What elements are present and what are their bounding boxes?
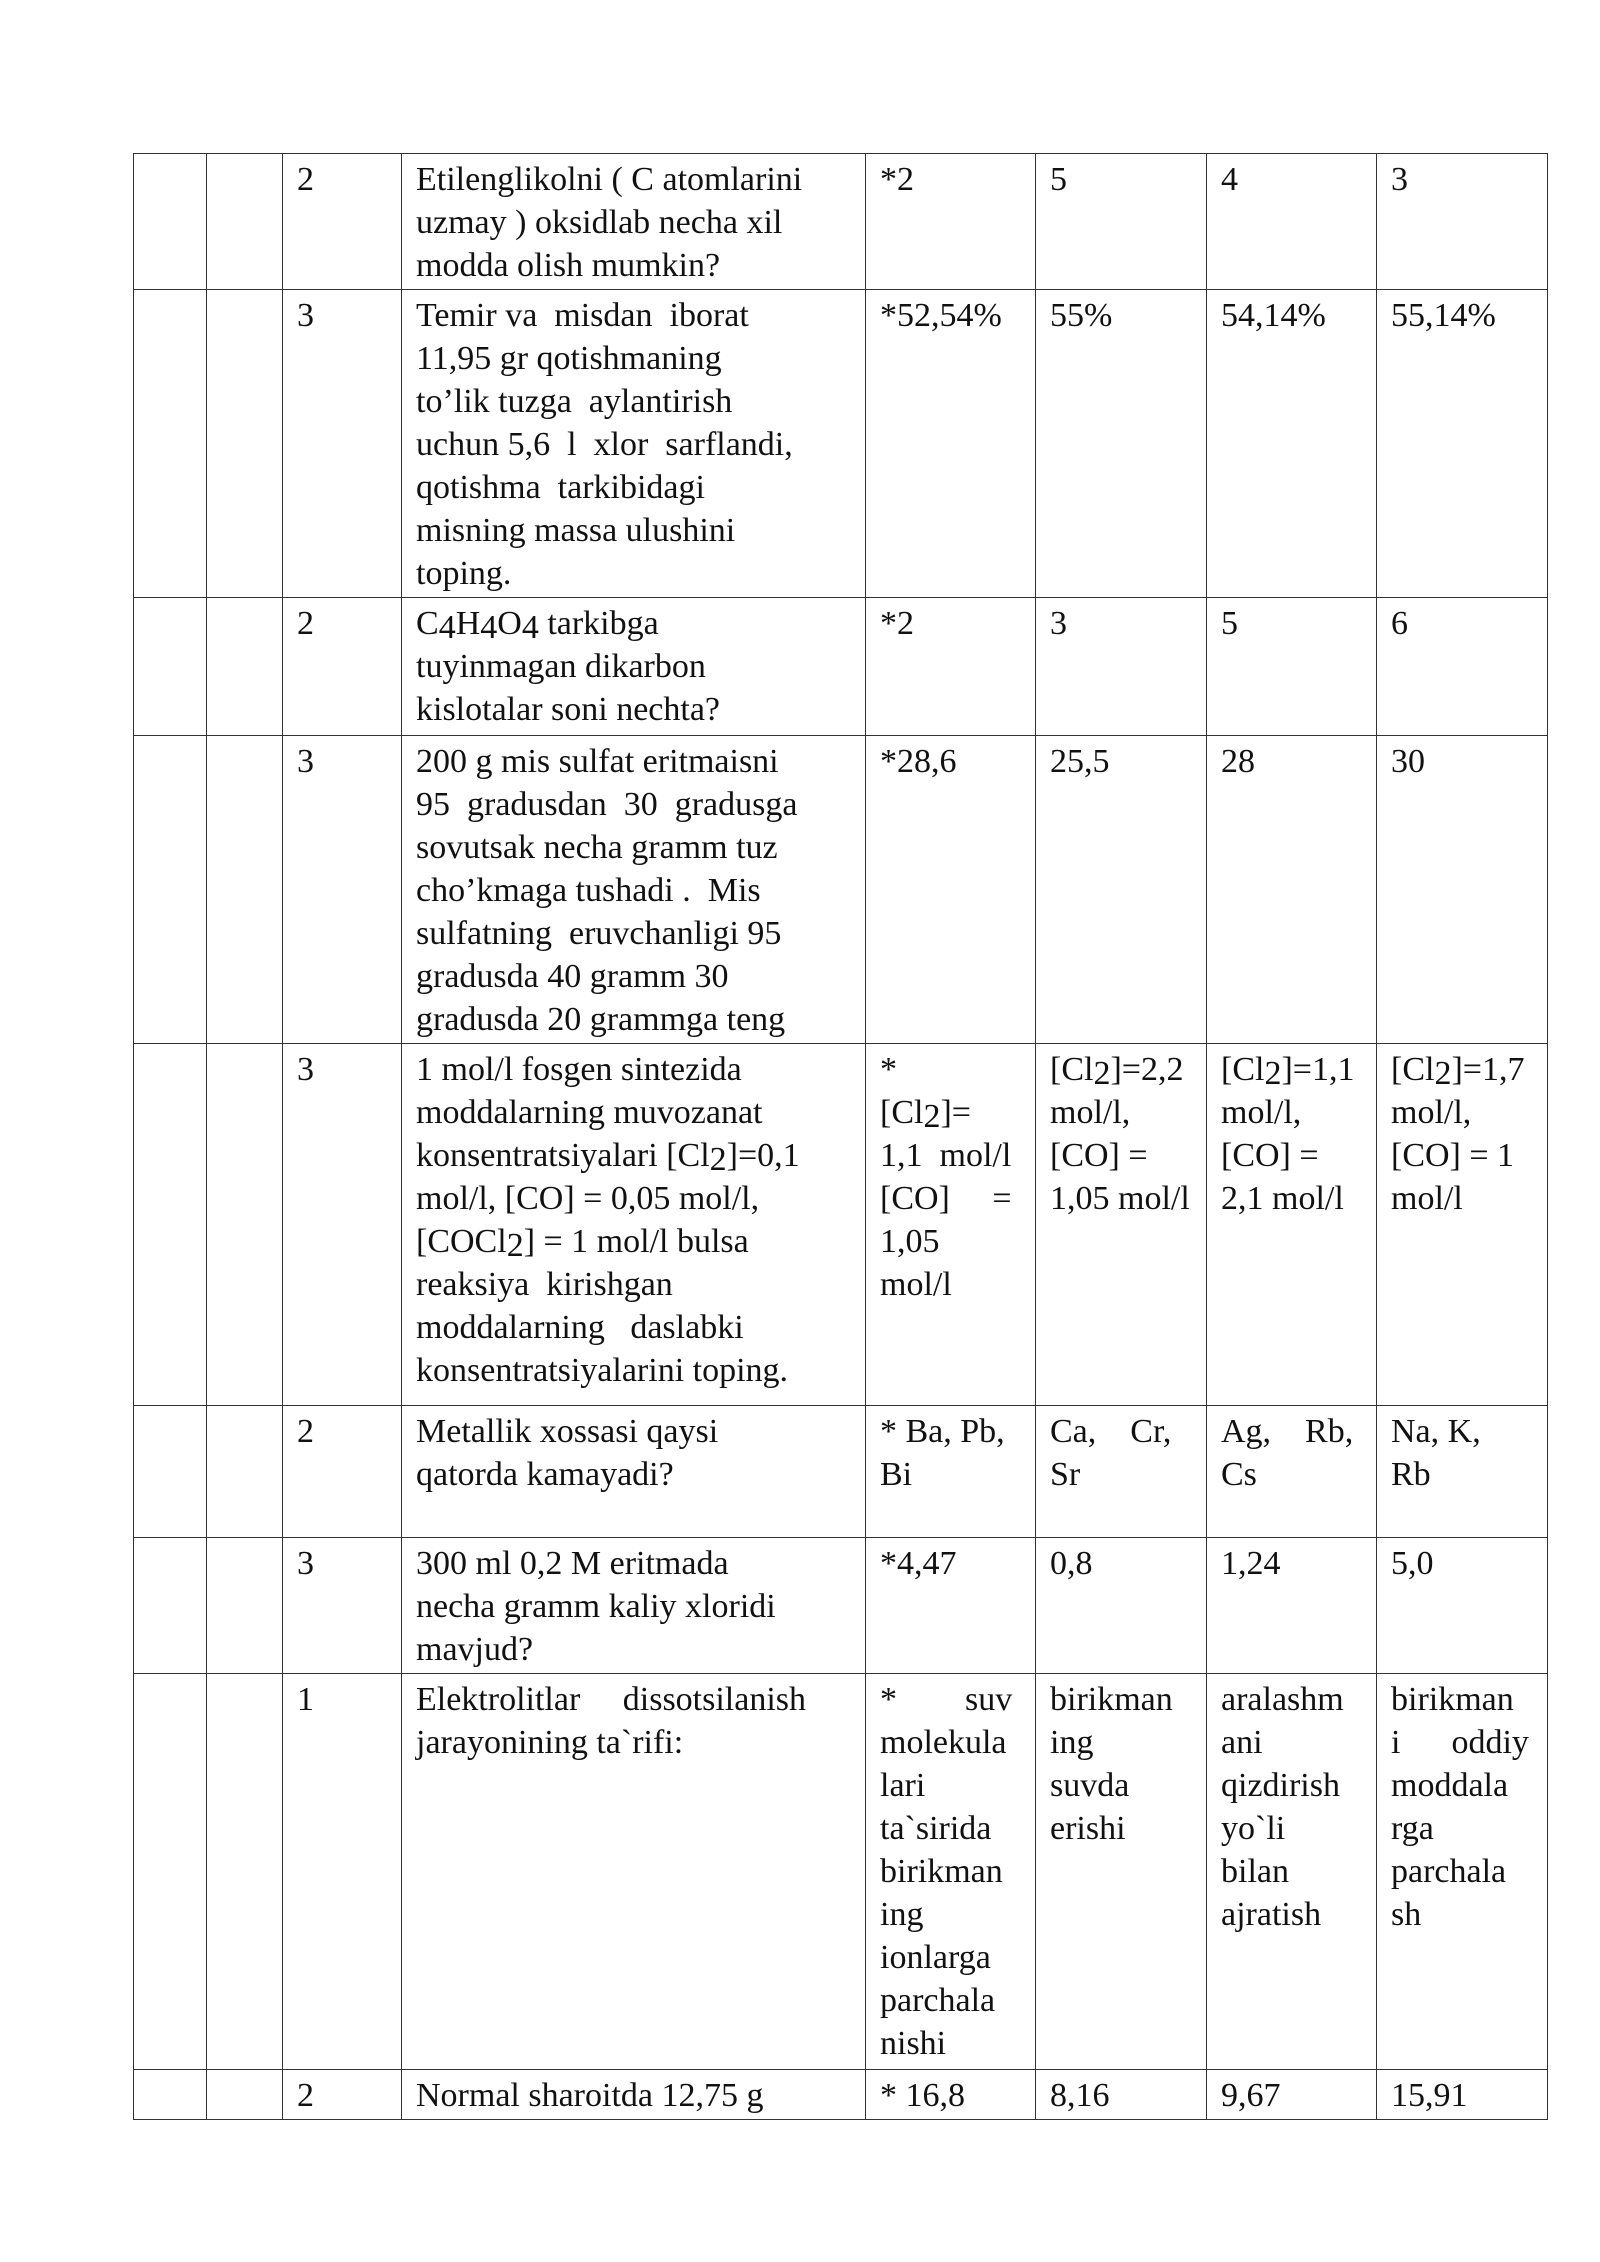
answer-option-line: [CO] = 1: [1391, 1137, 1515, 1174]
question-line: qatorda kamayadi?: [416, 1456, 674, 1493]
answer-option-line: Na, K,: [1391, 1413, 1481, 1450]
difficulty-level-cell: [283, 154, 402, 290]
answer-option-cell: [1036, 1044, 1207, 1406]
correct-answer-line: mol/l: [880, 1266, 952, 1303]
question-line: Elektrolitlar dissotsilanish: [416, 1681, 807, 1718]
difficulty-level-cell: [283, 290, 402, 598]
question-line: uchun 5,6 l xlor sarflandi,: [416, 426, 793, 463]
answer-option-line: 28: [1221, 743, 1255, 780]
difficulty-level-cell: [283, 1674, 402, 2070]
table-row: [134, 736, 1548, 1044]
answer-option-line: 5: [1221, 605, 1238, 642]
answer-option-line: Sr: [1050, 1456, 1081, 1493]
answer-option-line: 55%: [1050, 297, 1113, 334]
answer-option-line: yo`li: [1221, 1810, 1286, 1847]
correct-answer-line: [CO] =: [880, 1180, 1012, 1217]
answer-option-line: 15,91: [1391, 2077, 1468, 2114]
table-row: [134, 1044, 1548, 1406]
answer-option-cell: [1207, 1538, 1377, 1674]
answer-option-cell: [1377, 598, 1548, 736]
difficulty-level-cell: [283, 1044, 402, 1406]
empty-cell-code: [207, 598, 283, 736]
answer-option-line: mol/l: [1391, 1180, 1463, 1217]
correct-answer-line: ing: [880, 1896, 924, 1933]
answer-option-line: [CO] =: [1221, 1137, 1319, 1174]
question-line: 11,95 gr qotishmaning: [416, 340, 722, 377]
question-line: misning massa ulushini: [416, 512, 736, 549]
answer-option-line: 9,67: [1221, 2077, 1281, 2114]
answer-option-line: Ag, Rb,: [1221, 1413, 1354, 1450]
question-line: cho’kmaga tushadi . Mis: [416, 872, 761, 909]
correct-answer-line: *4,47: [880, 1545, 957, 1582]
table-row: [134, 154, 1548, 290]
difficulty-level: 2: [297, 605, 314, 642]
empty-cell-number: [134, 2070, 207, 2120]
answer-option-line: 4: [1221, 161, 1238, 198]
answer-correct-cell: [866, 1538, 1036, 1674]
question-line: moddalarning daslabki: [416, 1309, 744, 1346]
question-line: 95 gradusdan 30 gradusga: [416, 786, 798, 823]
empty-cell-code: [207, 154, 283, 290]
answer-option-cell: [1207, 1044, 1377, 1406]
answer-option-line: 2,1 mol/l: [1221, 1180, 1344, 1217]
difficulty-level: 3: [297, 297, 314, 334]
difficulty-level: 3: [297, 1051, 314, 1088]
answer-option-cell: [1377, 290, 1548, 598]
answer-option-cell: [1377, 2070, 1548, 2120]
answer-option-cell: [1207, 736, 1377, 1044]
answer-correct-cell: [866, 736, 1036, 1044]
difficulty-level-cell: [283, 598, 402, 736]
question-line: sovutsak necha gramm tuz: [416, 829, 778, 866]
answer-option-cell: [1207, 1674, 1377, 2070]
answer-option-cell: [1377, 1538, 1548, 1674]
difficulty-level: 3: [297, 743, 314, 780]
question-line: konsentratsiyalari $[Cl_2]=0,1$: [416, 1137, 800, 1179]
answer-option-line: bilan: [1221, 1853, 1289, 1890]
question-line: gradusda 40 gramm 30: [416, 958, 729, 995]
correct-answer-line: * Ba, Pb,: [880, 1413, 1005, 1450]
answer-option-line: 25,5: [1050, 743, 1110, 780]
question-line: 200 g mis sulfat eritmaisni: [416, 743, 779, 780]
correct-answer-line: 1,1 mol/l: [880, 1137, 1012, 1174]
empty-cell-number: [134, 290, 207, 598]
empty-cell-code: [207, 1044, 283, 1406]
answer-option-cell: [1207, 1406, 1377, 1538]
correct-answer-line: ionlarga: [880, 1939, 991, 1976]
correct-answer-line: 1,05: [880, 1223, 940, 1260]
table-row: [134, 1406, 1548, 1538]
answer-correct-cell: [866, 2070, 1036, 2120]
answer-correct-cell: [866, 1044, 1036, 1406]
difficulty-level: 3: [297, 1545, 314, 1582]
answer-correct-cell: [866, 598, 1036, 736]
correct-answer-line: $[Cl_2]=$: [880, 1094, 971, 1136]
empty-cell-number: [134, 598, 207, 736]
answer-option-cell: [1036, 1674, 1207, 2070]
answer-option-line: parchala: [1391, 1853, 1507, 1890]
empty-cell-code: [207, 1674, 283, 2070]
difficulty-level-cell: [283, 2070, 402, 2120]
answer-option-line: 5,0: [1391, 1545, 1434, 1582]
correct-answer-line: *28,6: [880, 743, 957, 780]
question-line: necha gramm kaliy xloridi: [416, 1588, 776, 1625]
question-line: 1 mol/l fosgen sintezida: [416, 1051, 742, 1088]
table-row: [134, 290, 1548, 598]
answer-option-cell: [1036, 736, 1207, 1044]
answer-option-line: birikman: [1050, 1681, 1173, 1718]
answer-option-line: i oddiy: [1391, 1724, 1529, 1761]
answer-option-line: rga: [1391, 1810, 1434, 1847]
question-line: moddalarning muvozanat: [416, 1094, 763, 1131]
answer-option-cell: [1377, 1674, 1548, 2070]
table-row: [134, 1674, 1548, 2070]
answer-option-cell: [1036, 1406, 1207, 1538]
answer-option-line: 1,24: [1221, 1545, 1281, 1582]
question-line: mol/l, [CO] = 0,05 mol/l,: [416, 1180, 760, 1217]
answer-option-line: $[Cl_2]=1,7$: [1391, 1051, 1525, 1093]
question-line: mavjud?: [416, 1631, 534, 1668]
empty-cell-code: [207, 290, 283, 598]
difficulty-level-cell: [283, 736, 402, 1044]
difficulty-level-cell: [283, 1406, 402, 1538]
correct-answer-line: * 16,8: [880, 2077, 965, 2114]
question-line: modda olish mumkin?: [416, 247, 721, 284]
questions-table: [133, 153, 1548, 2120]
difficulty-level-cell: [283, 1538, 402, 1674]
empty-cell-number: [134, 1674, 207, 2070]
answer-option-line: ani: [1221, 1724, 1263, 1761]
question-cell: [402, 1406, 866, 1538]
answer-option-line: sh: [1391, 1896, 1422, 1933]
answer-option-line: qizdirish: [1221, 1767, 1340, 1804]
empty-cell-number: [134, 154, 207, 290]
answer-option-line: suvda: [1050, 1767, 1130, 1804]
question-line: qotishma tarkibidagi: [416, 469, 705, 506]
empty-cell-number: [134, 736, 207, 1044]
difficulty-level: 2: [297, 2077, 314, 2114]
question-line: konsentratsiyalarini toping.: [416, 1352, 789, 1389]
question-cell: [402, 2070, 866, 2120]
answer-correct-cell: [866, 154, 1036, 290]
question-line: Metallik xossasi qaysi: [416, 1413, 719, 1450]
question-cell: [402, 1538, 866, 1674]
correct-answer-line: *52,54%: [880, 297, 1002, 334]
question-cell: [402, 154, 866, 290]
question-line: toping.: [416, 555, 512, 592]
answer-option-line: ajratish: [1221, 1896, 1322, 1933]
answer-option-line: mol/l,: [1050, 1094, 1131, 1131]
difficulty-level: 2: [297, 1413, 314, 1450]
empty-cell-code: [207, 736, 283, 1044]
empty-cell-code: [207, 1538, 283, 1674]
answer-option-line: mol/l,: [1221, 1094, 1302, 1131]
correct-answer-line: birikman: [880, 1853, 1003, 1890]
answer-option-line: Cs: [1221, 1456, 1257, 1493]
answer-option-cell: [1377, 1406, 1548, 1538]
answer-correct-cell: [866, 290, 1036, 598]
answer-option-cell: [1036, 2070, 1207, 2120]
questions-table-body: [134, 154, 1548, 2120]
correct-answer-line: parchala: [880, 1982, 996, 2019]
table-row: [134, 2070, 1548, 2120]
question-line: to’lik tuzga aylantirish: [416, 383, 733, 420]
answer-option-line: moddala: [1391, 1767, 1509, 1804]
answer-option-line: 6: [1391, 605, 1408, 642]
question-cell: [402, 598, 866, 736]
answer-option-cell: [1207, 290, 1377, 598]
answer-option-line: aralashm: [1221, 1681, 1344, 1718]
answer-option-line: 0,8: [1050, 1545, 1093, 1582]
answer-option-line: 3: [1050, 605, 1067, 642]
correct-answer-line: nishi: [880, 2025, 947, 2062]
empty-cell-code: [207, 1406, 283, 1538]
correct-answer-line: molekula: [880, 1724, 1007, 1761]
answer-option-line: birikman: [1391, 1681, 1514, 1718]
answer-option-cell: [1377, 1044, 1548, 1406]
question-cell: [402, 1044, 866, 1406]
correct-answer-line: * suv: [880, 1681, 1013, 1718]
answer-option-cell: [1207, 598, 1377, 736]
answer-option-line: 54,14%: [1221, 297, 1326, 334]
answer-option-line: $[Cl_2]=2,2$: [1050, 1051, 1184, 1093]
answer-option-cell: [1207, 2070, 1377, 2120]
empty-cell-number: [134, 1044, 207, 1406]
correct-answer-line: *: [880, 1051, 897, 1088]
question-line: Normal sharoitda 12,75 g: [416, 2077, 764, 2114]
correct-answer-line: *2: [880, 605, 914, 642]
table-row: [134, 598, 1548, 736]
question-line: tuyinmagan dikarbon: [416, 648, 706, 685]
question-line: gradusda 20 grammga teng: [416, 1001, 786, 1038]
table-row: [134, 1538, 1548, 1674]
answer-option-cell: [1036, 154, 1207, 290]
answer-option-line: ing: [1050, 1724, 1094, 1761]
answer-option-line: $[Cl_2]=1,1$: [1221, 1051, 1355, 1093]
answer-option-line: 55,14%: [1391, 297, 1496, 334]
empty-cell-number: [134, 1538, 207, 1674]
answer-option-cell: [1377, 154, 1548, 290]
question-cell: [402, 1674, 866, 2070]
answer-option-line: 8,16: [1050, 2077, 1110, 2114]
correct-answer-line: ta`sirida: [880, 1810, 992, 1847]
difficulty-level: 1: [297, 1681, 314, 1718]
question-line: 300 ml 0,2 M eritmada: [416, 1545, 729, 1582]
question-cell: [402, 736, 866, 1044]
empty-cell-code: [207, 2070, 283, 2120]
answer-option-cell: [1036, 598, 1207, 736]
answer-option-line: mol/l,: [1391, 1094, 1472, 1131]
answer-option-line: 1,05 mol/l: [1050, 1180, 1190, 1217]
question-line: jarayonining ta`rifi:: [416, 1724, 684, 1761]
question-line: kislotalar soni nechta?: [416, 691, 721, 728]
difficulty-level: 2: [297, 161, 314, 198]
answer-option-line: 5: [1050, 161, 1067, 198]
question-line: sulfatning eruvchanligi 95: [416, 915, 782, 952]
answer-option-line: 3: [1391, 161, 1408, 198]
answer-option-line: [CO] =: [1050, 1137, 1148, 1174]
question-line: Etilenglikolni ( C atomlarini: [416, 161, 803, 198]
answer-option-line: Rb: [1391, 1456, 1431, 1493]
question-line: reaksiya kirishgan: [416, 1266, 673, 1303]
answer-option-cell: [1207, 154, 1377, 290]
correct-answer-line: *2: [880, 161, 914, 198]
answer-option-line: 30: [1391, 743, 1425, 780]
empty-cell-number: [134, 1406, 207, 1538]
question-line: [COCl$_2$] = 1 mol/l bulsa: [416, 1223, 749, 1265]
answer-option-cell: [1377, 736, 1548, 1044]
answer-option-line: erishi: [1050, 1810, 1126, 1847]
answer-option-line: Ca, Cr,: [1050, 1413, 1172, 1450]
question-line: uzmay ) oksidlab necha xil: [416, 204, 783, 241]
answer-option-cell: [1036, 290, 1207, 598]
question-line: $C_4H_4O_4$ tarkibga: [416, 605, 659, 647]
question-cell: [402, 290, 866, 598]
question-line: Temir va misdan iborat: [416, 297, 749, 334]
correct-answer-line: Bi: [880, 1456, 913, 1493]
answer-correct-cell: [866, 1406, 1036, 1538]
answer-correct-cell: [866, 1674, 1036, 2070]
answer-option-cell: [1036, 1538, 1207, 1674]
correct-answer-line: lari: [880, 1767, 926, 1804]
